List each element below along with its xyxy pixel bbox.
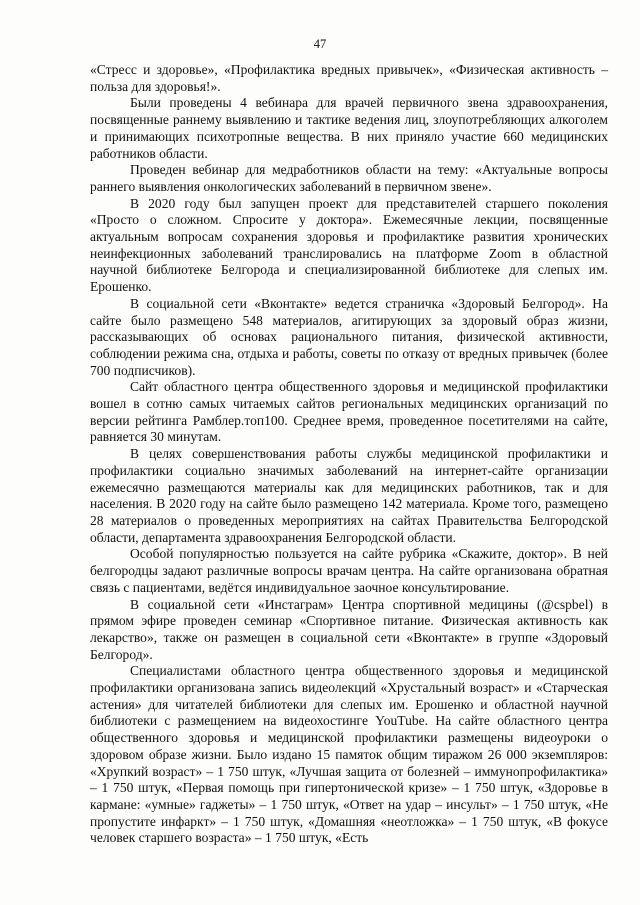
paragraph: Проведен вебинар для медработников области на тему: «Актуальные вопросы раннего выявления онкологических заболеваний в первичном звене». bbox=[90, 162, 608, 194]
paragraph: Были проведены 4 вебинара для врачей первичного звена здравоохранения, посвященные раннему выявлению и тактике ведения лиц, злоупотребляющих алкоголем и принимающих психотропные вещества. В них приняло участие 660 медицинских работников области. bbox=[90, 95, 608, 161]
paragraph: В социальной сети «Инстаграм» Центра спортивной медицины (@cspbel) в прямом эфире проведен семинар «Спортивное питание. Физическая активность как лекарство», также он размещен в социальной сети «Вконтакте» в группе «Здоровый Белгород». bbox=[90, 596, 608, 662]
paragraph: «Стресс и здоровье», «Профилактика вредных привычек», «Физическая активность – польза для здоровья!». bbox=[90, 62, 608, 94]
body-text bbox=[90, 62, 608, 847]
paragraph: В социальной сети «Вконтакте» ведется страничка «Здоровый Белгород». На сайте было размещено 548 материалов, агитирующих за здоровый образ жизни, рассказывающих об основах рационального питания, физической активности, соблюдении режима сна, отдыха и работы, советы по отказу от вредных привычек (более 700 подписчиков). bbox=[90, 295, 608, 378]
paragraph: Специалистами областного центра общественного здоровья и медицинской профилактики организована запись видеолекций «Хрустальный возраст» и «Старческая астения» для читателей библиотеки для слепых им. Ерошенко и областной научной библиотеки с размещением на видеохостинге YouTube. На сайте областного центра общественного здоровья и медицинской профилактики размещены видеоуроки о здоровом образе жизни. Было издано 15 памяток общим тиражом 26 000 экземпляров: «Хрупкий возраст» – 1 750 штук, «Лучшая защита от болезней – иммунопрофилактика» – 1 750 штук, «Первая помощь при гипертонической кризе» – 1 750 штук, «Здоровье в кармане: «умные» гаджеты» – 1 750 штук, «Ответ на удар – инсульт» – 1 750 штук, «Не пропустите инфаркт» – 1 750 штук, «Домашняя «неотложка» – 1 750 штук, «В фокусе человек старшего возраста» – 1 750 штук, «Есть bbox=[90, 663, 608, 846]
paragraph: Особой популярностью пользуется на сайте рубрика «Скажите, доктор». В ней белгородцы задают различные вопросы врачам центра. На сайте организована обратная связь с пациентами, ведётся индивидуальное заочное консультирование. bbox=[90, 546, 608, 595]
paragraph: В целях совершенствования работы службы медицинской профилактики и профилактики социально значимых заболеваний на интернет-сайте организации ежемесячно размещаются материалы как для медицинских работников, так и для населения. В 2020 году на сайте было размещено 142 материала. Кроме того, размещено 28 материалов о проведенных мероприятиях на сайтах Правительства Белгородской области, департамента здравоохранения Белгородской области. bbox=[90, 446, 608, 545]
paragraph: В 2020 году был запущен проект для представителей старшего поколения «Просто о сложном. Спросите у доктора». Ежемесячные лекции, посвященные актуальным вопросам сохранения здоровья и профилактике развития хронических неинфекционных заболеваний транслировались на платформе Zoom в областной научной библиотеке Белгорода и специализированной библиотеке для слепых им. Ерошенко. bbox=[90, 195, 608, 295]
page-number: 47 bbox=[313, 37, 327, 51]
paragraph: Сайт областного центра общественного здоровья и медицинской профилактики вошел в сотню самых читаемых сайтов региональных медицинских организаций по версии рейтинга Рамблер.топ100. Среднее время, проведенное посетителями на сайте, равняется 30 минутам. bbox=[90, 379, 608, 445]
